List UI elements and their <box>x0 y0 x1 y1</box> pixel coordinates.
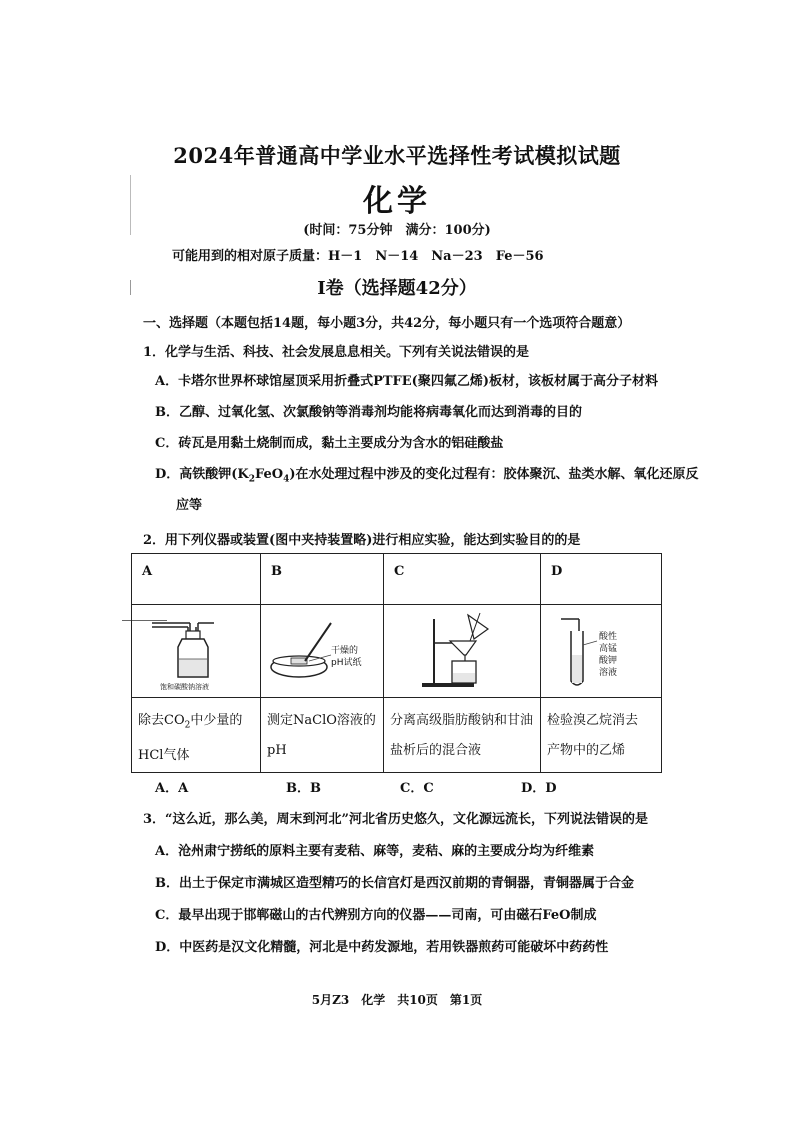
q2-desc-d: 检验溴乙烷消去 产物中的乙烯 <box>541 698 662 773</box>
test-tube-figure <box>541 605 655 693</box>
q1-option-c: C．砖瓦是用黏土烧制而成，黏土主要成分为含水的铝硅酸盐 <box>155 436 504 451</box>
section-heading: 一、选择题（本题包括14题，每小题3分，共42分，每小题只有一个选项符合题意） <box>143 316 631 331</box>
q1-option-a: A．卡塔尔世界杯球馆屋顶采用折叠式PTFE(聚四氟乙烯)板材，该板材属于高分子材料 <box>155 374 658 389</box>
figure-label-b2: pH试纸 <box>331 658 362 668</box>
figure-label-a: 饱和碳酸钠溶液 <box>160 683 209 691</box>
page-footer: 5月Z3 化学 共10页 第1页 <box>311 993 483 1007</box>
exam-meta: (时间：75分钟 满分：100分) <box>303 223 491 238</box>
subject-title: 化学 <box>363 184 431 219</box>
q2-figure-d <box>541 605 662 698</box>
q2-header-a: A <box>132 554 261 605</box>
ph-paper-dish-figure <box>261 605 377 693</box>
filtration-apparatus-figure <box>384 605 534 693</box>
q2-stem: 2．用下列仪器或装置(图中夹持装置略)进行相应实验，能达到实验目的的是 <box>143 533 581 548</box>
q2-desc-b: 测定NaClO溶液的 pH <box>261 698 384 773</box>
figure-label-d3: 酸钾 <box>599 656 618 666</box>
volume-title: Ⅰ卷（选择题42分） <box>317 278 477 299</box>
q1-option-d-cont: 应等 <box>176 498 203 513</box>
q3-stem: 3．“这么近，那么美，周末到河北”河北省历史悠久，文化源远流长，下列说法错误的是 <box>143 812 649 827</box>
q2-header-b: B <box>261 554 384 605</box>
q1-option-b: B．乙醇、过氧化氢、次氯酸钠等消毒剂均能将病毒氧化而达到消毒的目的 <box>155 405 582 420</box>
q2-figure-b <box>261 605 384 698</box>
q2-header-d: D <box>541 554 662 605</box>
q2-figure-a <box>132 605 261 698</box>
figure-label-d2: 高锰 <box>599 644 618 654</box>
q2-desc-a: 除去$CO_2$中少量的 HCl气体 <box>132 698 261 773</box>
exam-title: 2024年普通高中学业水平选择性考试模拟试题 <box>173 143 621 168</box>
q2-choice-c: C．C <box>400 781 434 796</box>
q2-choice-b: B．B <box>286 781 321 796</box>
figure-label-d1: 酸性 <box>599 632 618 642</box>
q2-header-c: C <box>384 554 541 605</box>
q1-option-d: D．高铁酸钾$(K_2FeO_4)$在水处理过程中涉及的变化过程有：胶体聚沉、盐类水解、氧化还原反 <box>155 467 699 485</box>
q2-table <box>131 553 662 773</box>
q3-option-c: C．最早出现于邯郸磁山的古代辨别方向的仪器——司南，可由磁石FeO制成 <box>155 908 597 923</box>
q2-choice-d: D．D <box>521 781 557 796</box>
q2-desc-c: 分离高级脂肪酸钠和甘油 盐析后的混合液 <box>384 698 541 773</box>
figure-label-d4: 溶液 <box>599 668 618 678</box>
q1-stem: 1．化学与生活、科技、社会发展息息相关。下列有关说法错误的是 <box>143 345 530 360</box>
atomic-masses: 可能用到的相对原子质量：H－1 N－14 Na－23 Fe－56 <box>172 249 544 264</box>
q3-option-a: A．沧州肃宁捞纸的原料主要有麦秸、麻等，麦秸、麻的主要成分均为纤维素 <box>155 844 595 859</box>
figure-label-b1: 干燥的 <box>331 646 359 656</box>
gas-washing-bottle-figure <box>132 605 254 693</box>
q2-figure-c <box>384 605 541 698</box>
q3-option-b: B．出土于保定市满城区造型精巧的长信宫灯是西汉前期的青铜器，青铜器属于合金 <box>155 876 634 891</box>
q3-option-d: D．中医药是汉文化精髓，河北是中药发源地，若用铁器煎药可能破坏中药药性 <box>155 940 609 955</box>
q2-choice-a: A．A <box>155 781 189 796</box>
